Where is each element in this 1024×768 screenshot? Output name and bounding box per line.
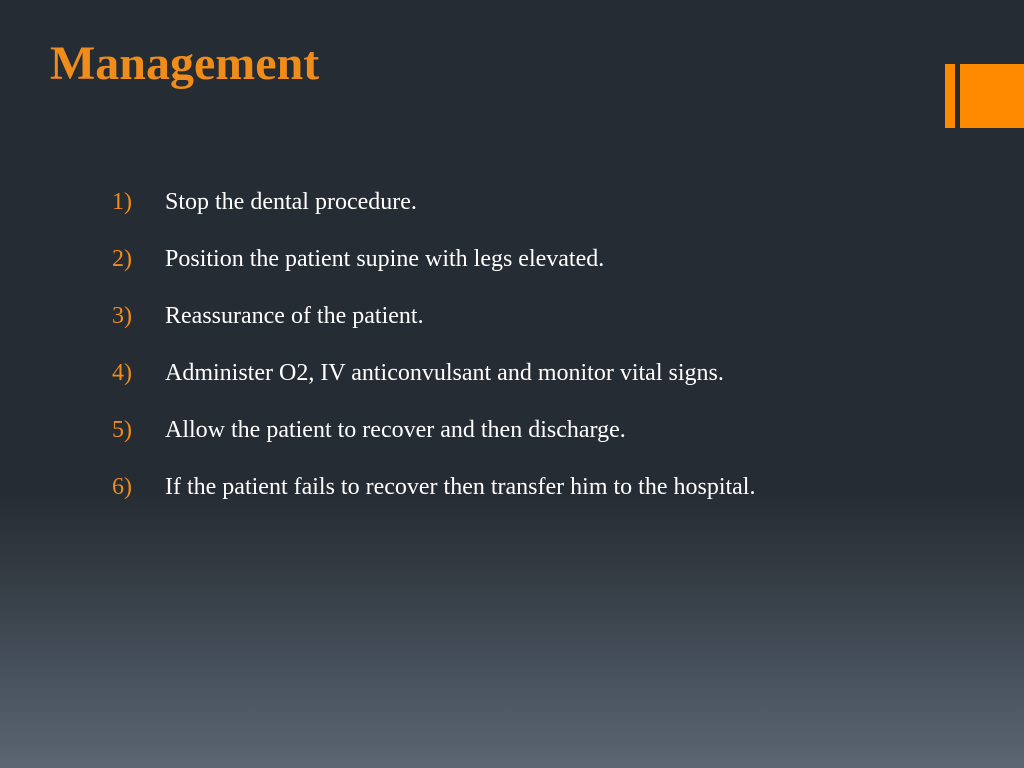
list-item-text: Administer O2, IV anticonvulsant and monitor vital signs. [165,360,724,386]
list-item-number: 5) [112,417,132,443]
list-item-number: 6) [112,474,132,500]
list-item-number: 3) [112,303,132,329]
list-item-text: Position the patient supine with legs elevated. [165,246,605,272]
accent-bar-thick [960,64,1024,128]
list-item-text: Stop the dental procedure. [165,189,417,215]
list-item-text: Reassurance of the patient. [165,303,424,329]
list-item-text: Allow the patient to recover and then discharge. [165,417,626,443]
accent-bar-thin [945,64,955,128]
list-item-number: 1) [112,189,132,215]
slide-title: Management [50,37,320,90]
list-item-number: 2) [112,246,132,272]
list-item-text: If the patient fails to recover then transfer him to the hospital. [165,474,756,500]
list-item-number: 4) [112,360,132,386]
